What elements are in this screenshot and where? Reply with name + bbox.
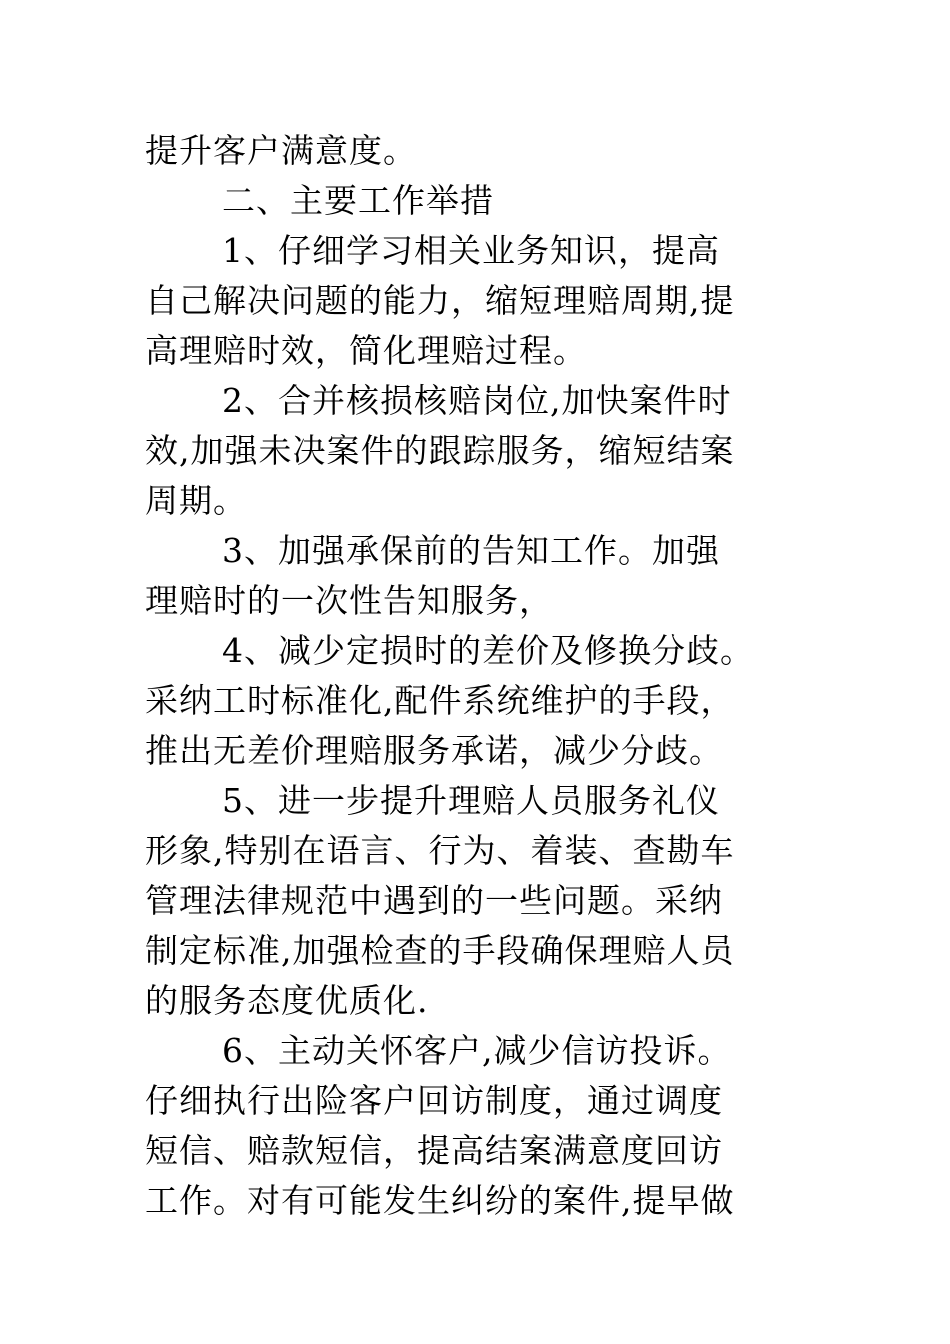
text-line: 6、主动关怀客户,减少信访投诉。 xyxy=(222,1031,732,1070)
section-heading: 二、主要工作举措 xyxy=(222,181,494,220)
text-line: 形象,特别在语言、行为、着装、查勘车 xyxy=(145,831,735,870)
text-line: 效,加强未决案件的跟踪服务，缩短结案 xyxy=(145,431,735,470)
text-line: 短信、赔款短信，提高结案满意度回访 xyxy=(145,1131,723,1170)
text-line: 提升客户满意度。 xyxy=(145,131,417,170)
text-line: 5、进一步提升理赔人员服务礼仪 xyxy=(222,781,720,820)
text-line: 采纳工时标准化,配件系统维护的手段， xyxy=(145,681,735,720)
text-line: 的服务态度优质化. xyxy=(145,981,429,1020)
text-line: 周期。 xyxy=(145,481,247,520)
text-line: 管理法律规范中遇到的一些问题。采纳 xyxy=(145,881,723,920)
text-line: 仔细执行出险客户回访制度，通过调度 xyxy=(145,1081,723,1120)
text-line: 3、加强承保前的告知工作。加强 xyxy=(222,531,720,570)
text-line: 2、合并核损核赔岗位,加快案件时 xyxy=(222,381,732,420)
text-line: 推出无差价理赔服务承诺，减少分歧。 xyxy=(145,731,723,770)
text-line: 4、减少定损时的差价及修换分歧。 xyxy=(222,631,754,670)
text-line: 高理赔时效，简化理赔过程。 xyxy=(145,331,587,370)
text-line: 制定标准,加强检查的手段确保理赔人员 xyxy=(145,931,735,970)
document-body xyxy=(145,126,810,1226)
text-line: 理赔时的一次性告知服务， xyxy=(145,581,553,620)
text-line: 工作。对有可能发生纠纷的案件,提早做 xyxy=(145,1181,735,1220)
text-line: 1、仔细学习相关业务知识，提高 xyxy=(222,231,720,270)
text-line: 自己解决问题的能力，缩短理赔周期,提 xyxy=(145,281,735,320)
